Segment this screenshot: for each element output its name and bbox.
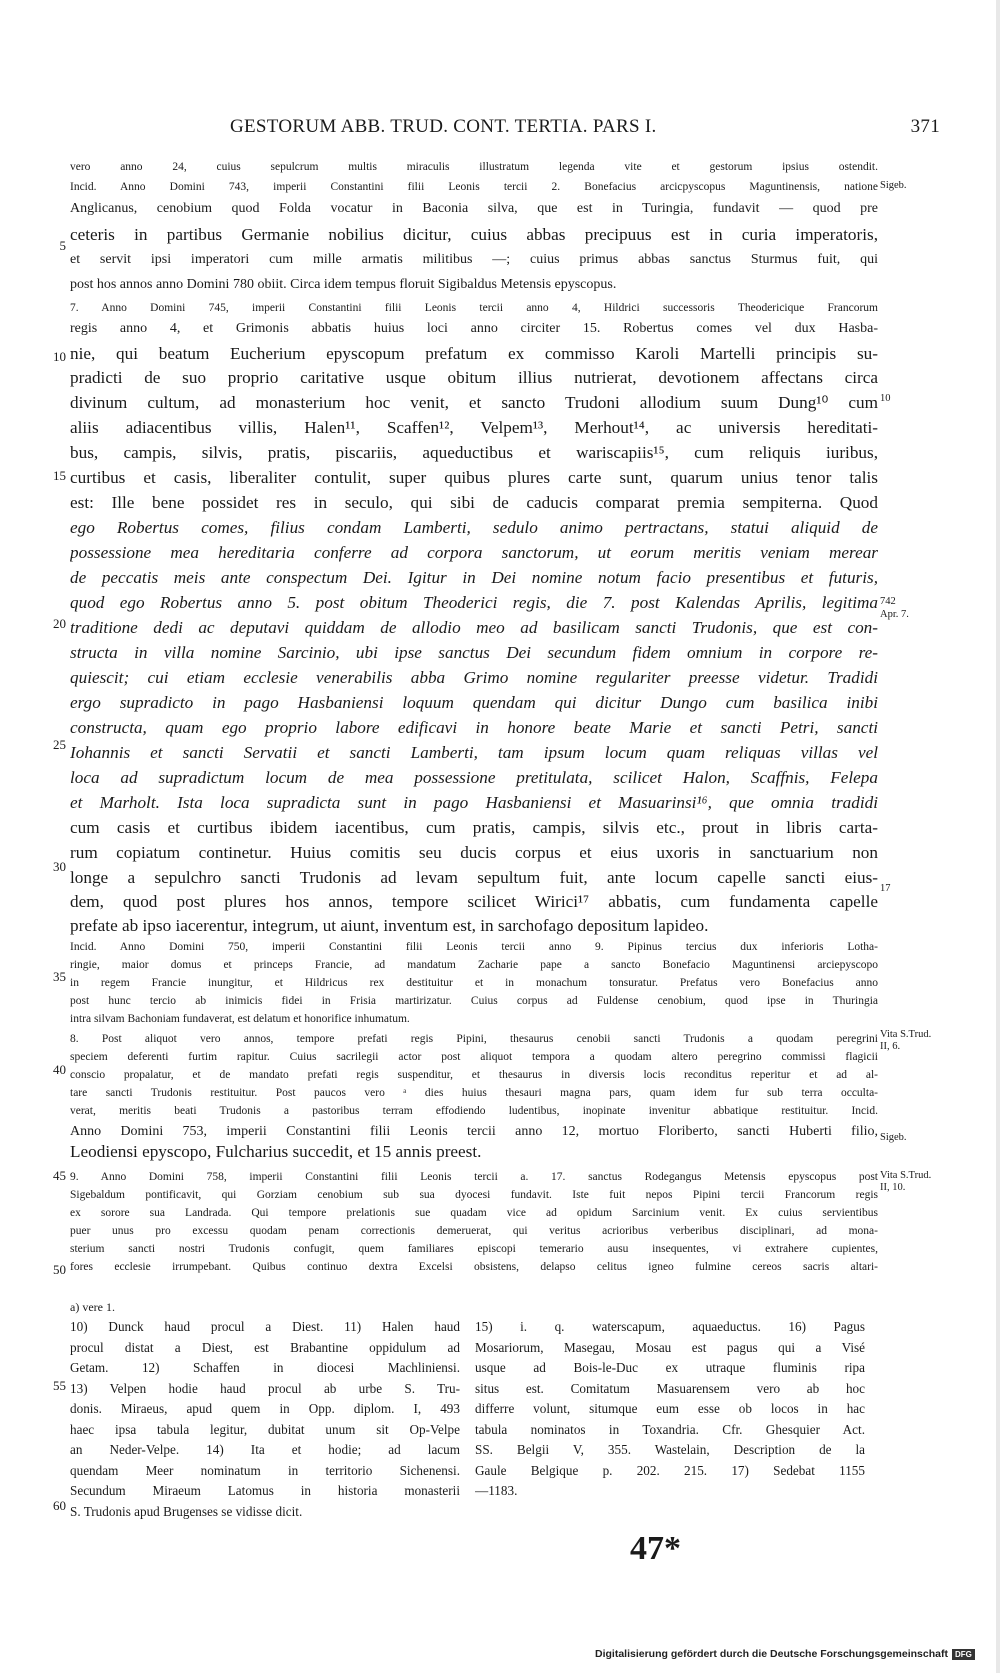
header-title: GESTORUM ABB. TRUD. CONT. TERTIA. PARS I. bbox=[230, 116, 657, 137]
text-line: curtibus et casis, liberaliter contulit, super quibus plures carte sunt, quarum unius tenor talis bbox=[70, 468, 878, 487]
footnote-line: S. Trudonis apud Brugenses se vidisse dicit. bbox=[70, 1503, 303, 1519]
text-line: ceteris in partibus Germanie nobilius dicitur, cuius abbas precipuus est in curia imperatoris, bbox=[70, 225, 878, 244]
margin-note: Sigeb. bbox=[880, 180, 907, 191]
text-line: Sigebaldum pontificavit, qui Gorziam cenobium sub sua dyocesi fundavit. Iste fuit nepos Pipini tercii Francorum regis bbox=[70, 1189, 878, 1201]
line-number: 45 bbox=[53, 1168, 66, 1183]
text-line: puer unus pro excessu quodam penam correctionis demeruerat, qui veritus acrioribus verberibus disciplinari, ad mona- bbox=[70, 1225, 878, 1237]
text-line: 7. Anno Domini 745, imperii Constantini filii Leonis tercii anno 4, Hildrici successoris Theodericique Francorum bbox=[70, 302, 878, 314]
text-line: speciem deferenti furtim rapitur. Cuius sacrilegii actor post aliquot tempora a quodam altero peregrino commissi flagicii bbox=[70, 1051, 878, 1063]
text-line: post hunc tercio ab inimicis fidei in Frisia martirizatur. Cuius corpus ad Fuldense cenobium, quod ipse in Thuringia bbox=[70, 995, 878, 1007]
footnote-line: differre volunt, situmque eum esse ob locos in hac bbox=[475, 1401, 865, 1416]
dfg-logo: DFG bbox=[952, 1649, 975, 1660]
footnote-line: SS. Belgii V, 355. Wastelain, Description de la bbox=[475, 1442, 865, 1457]
text-line: Iohannis et sancti Servatii et sancti Lamberti, tam ipsum locum quam reliquas villas vel bbox=[70, 743, 878, 762]
text-line: dem, quod post plures hos annos, tempore scilicet Wirici¹⁷ abbatis, cum fundamenta capelle bbox=[70, 892, 878, 911]
line-number: 40 bbox=[53, 1062, 66, 1077]
text-line: vero anno 24, cuius sepulcrum multis miraculis illustratum legenda vite et gestorum ipsius ostendit. bbox=[70, 161, 878, 173]
footnote-line: Getam. 12) Schaffen in diocesi Machliniensi. bbox=[70, 1360, 460, 1375]
margin-note: 742 bbox=[880, 596, 896, 607]
text-line: longe a sepulchro sancti Trudonis ad levam sepultum fuit, ante locum capelle sancti eius- bbox=[70, 868, 878, 887]
footnotes-right bbox=[475, 1317, 865, 1502]
text-line: ringie, maior domus et princeps Francie, ad mandatum Zacharie pape a sancto Bonefacio Maguntinensi arciepyscopo bbox=[70, 959, 878, 971]
margin-note: Sigeb. bbox=[880, 1132, 907, 1143]
footnote-line: —1183. bbox=[475, 1483, 518, 1498]
text-line: rum copiatum continetur. Huius comitis seu ducis corpus et eius uxoris in sanctuarium non bbox=[70, 843, 878, 862]
line-number: 25 bbox=[53, 737, 66, 752]
text-line: Anno Domini 753, imperii Constantini filii Leonis tercii anno 12, mortuo Floriberto, sancti Huberti filio, bbox=[70, 1124, 878, 1139]
footnote-line: Mosariorum, Masegau, Mosau est pagus qui a Visé bbox=[475, 1339, 865, 1355]
margin-note: 17 bbox=[880, 883, 891, 894]
footnote-line: Secundum Miraeum Latomus in historia monasterii bbox=[70, 1483, 460, 1498]
text-line: ex sorore sua Landrada. Qui tempore prelationis sue quadam vice ad opidum Sarcinium venit. Ex cuius servientibus bbox=[70, 1207, 878, 1219]
line-number: 35 bbox=[53, 969, 66, 984]
text-line: bus, campis, silvis, pratis, piscariis, aqueductibus et wariscapiis¹⁵, cum reliquis iuribus, bbox=[70, 443, 878, 462]
footnote-line: donis. Miraeus, apud quem in Opp. diplom. I, 493 bbox=[70, 1401, 460, 1416]
text-line: prefate ab ipso iacerentur, integrum, ut aiunt, inventum est, in sarchofago depositum lapideo. bbox=[70, 916, 709, 935]
text-line: cum casis et curtibus ibidem iacentibus, cum pratis, campis, silvis etc., prout in libris carta- bbox=[70, 818, 878, 837]
text-line: verat, meritis beati Trudonis a pastoribus terram effodiendo ludentibus, inopinate invenitur abbatique restituitur. Incid. bbox=[70, 1105, 878, 1117]
text-line: divinum cultum, ad monasterium hoc venit, et sancto Trudoni allodium suum Dung¹⁰ cum bbox=[70, 393, 878, 412]
line-number: 50 bbox=[53, 1262, 66, 1277]
text-line: regis anno 4, et Grimonis abbatis huius loci anno circiter 15. Robertus comes vel dux Hasba- bbox=[70, 321, 878, 336]
text-line: intra silvam Bachoniam fundaverat, est delatum et honorifice inhumatum. bbox=[70, 1013, 410, 1025]
text-line: pradicti de suo proprio caritative usque obitum illius nutrierat, devotionem affectans circa bbox=[70, 368, 878, 387]
scan-edge bbox=[996, 0, 1000, 1673]
footnote-a: a) vere 1. bbox=[70, 1300, 115, 1314]
footnote-line: haec ipsa tabula legitur, dubitat unum sit Op-Velpe bbox=[70, 1421, 460, 1437]
footnote-line: 10) Dunck haud procul a Diest. 11) Halen haud bbox=[70, 1319, 460, 1334]
main-text bbox=[70, 0, 878, 1300]
footnotes-left bbox=[70, 1317, 460, 1522]
text-line: traditione dedi ac deputavi quiddam de allodio meo ad basilicam sancti Trudonis, que est con- bbox=[70, 618, 878, 637]
text-line: Incid. Anno Domini 750, imperii Constantini filii Leonis tercii anno 9. Pipinus tercius dux inferioris Lotha- bbox=[70, 941, 878, 953]
text-line: fores ecclesie irrumpebant. Quibus continuo dextra Excelsi obsistens, delapso celitus igneo fulmine cereos sacris altari- bbox=[70, 1261, 878, 1273]
line-number: 10 bbox=[53, 349, 66, 364]
text-line: sterium sancti nostri Trudonis confugit, quem familiares episcopi temerario ausu insequentes, vi extrahere cupientes, bbox=[70, 1243, 878, 1255]
margin-note: Vita S.Trud. II, 10. bbox=[880, 1170, 932, 1193]
text-line: de peccatis meis ante conspectum Dei. Igitur in Dei nomine notum facio presentibus et futuris, bbox=[70, 568, 878, 587]
line-number: 20 bbox=[53, 616, 66, 631]
footnote-line: an Neder-Velpe. 14) Ita et hodie; ad lacum bbox=[70, 1442, 460, 1457]
footnote-line: Gaule Belgique p. 202. 215. 17) Sedebat 1155 bbox=[475, 1462, 865, 1478]
line-number: 55 bbox=[53, 1378, 66, 1393]
text-line: nie, qui beatum Eucherium epyscopum prefatum ex commisso Karoli Martelli principis su- bbox=[70, 344, 878, 363]
text-line: structa in villa nomine Sarcinio, ubi ipse sanctus Dei secundum fidem omnium in corpore re- bbox=[70, 643, 878, 662]
text-line: ergo supradicto in pago Hasbaniensi loquum quendam qui dicitur Dungo cum basilica inibi bbox=[70, 693, 878, 712]
text-line: Anglicanus, cenobium quod Folda vocatur in Baconia silva, que est in Turingia, fundavit — quod pre bbox=[70, 201, 878, 216]
text-line: constructa, quam ego proprio labore edificavi in honore beate Marie et sancti Petri, sancti bbox=[70, 718, 878, 737]
footnote-line: quendam Meer nominatum in territorio Sichenensi. bbox=[70, 1462, 460, 1478]
margin-note: 10 bbox=[880, 393, 891, 404]
line-number: 60 bbox=[53, 1498, 66, 1513]
text-line: et Marholt. Ista loca supradicta sunt in pago Hasbaniensi et Masuarinsi¹⁶, que omnia tradidi bbox=[70, 793, 878, 812]
text-line: Incid. Anno Domini 743, imperii Constantini filii Leonis tercii 2. Bonefacius arcicpyscopus Maguntinensis, natione bbox=[70, 181, 878, 193]
margin-note: Vita S.Trud. II, 6. bbox=[880, 1029, 932, 1052]
text-line: et servit ipsi imperatori cum mille armatis militibus —; cuius primus abbas sanctus Sturmus fuit, qui bbox=[70, 252, 878, 267]
signature-mark: 47* bbox=[630, 1530, 681, 1567]
text-line: est: Ille bene possidet res in seculo, qui sibi de caducis comparat premia sempiterna. Quod bbox=[70, 493, 878, 512]
page-number: 371 bbox=[910, 116, 940, 137]
text-line: possessione mea hereditaria conferre ad corpora sanctorum, ut eorum meritis veniam merear bbox=[70, 543, 878, 562]
text-line: ego Robertus comes, filius condam Lamberti, sedulo animo pertractans, statui aliquid de bbox=[70, 518, 878, 537]
text-line: quiescit; cui etiam ecclesie venerabilis abba Grimo nomine regulariter preesse videtur. Tradidi bbox=[70, 668, 878, 687]
footnote-line: usque ad Bois-le-Duc ex utraque fluminis ripa bbox=[475, 1360, 865, 1375]
text-line: loca ad supradictum locum de mea possessione pretitulata, scilicet Halon, Scaffnis, Felepa bbox=[70, 768, 878, 787]
text-line: Leodiensi epyscopo, Fulcharius succedit, et 15 annis preest. bbox=[70, 1142, 482, 1161]
footnote-line: situs est. Comitatum Masuarensem vero ab hoc bbox=[475, 1380, 865, 1396]
footnote-line: 13) Velpen hodie haud procul ab urbe S. Tru- bbox=[70, 1380, 460, 1396]
footnote-line: procul distat a Diest, est Brabantine oppidulum ad bbox=[70, 1339, 460, 1355]
digitization-credit bbox=[595, 1648, 975, 1660]
text-line: aliis adiacentibus villis, Halen¹¹, Scaffen¹², Velpem¹³, Merhout¹⁴, ac universis hereditati- bbox=[70, 418, 878, 437]
text-line: tare sancti Trudonis restituitur. Post paucos vero ᵃ dies huius thesauri magna pars, quam idem fur sub terra occulta- bbox=[70, 1087, 878, 1099]
text-line: conscio propalatur, et de mandato prefati regis suspenditur, et thesaurus in diversis locis reconditus reperitur et ad al- bbox=[70, 1069, 878, 1081]
text-line: in regem Francie inungitur, et Hildricus rex destituitur et in monachum tonsuratur. Prefatus vero Bonefacius anno bbox=[70, 977, 878, 989]
line-number: 15 bbox=[53, 468, 66, 483]
text-line: 8. Post aliquot vero annos, tempore prefati regis Pipini, thesaurus cenobii sancti Trudonis a quodam peregrini bbox=[70, 1033, 878, 1045]
margin-note: Apr. 7. bbox=[880, 609, 909, 620]
text-line: post hos annos anno Domini 780 obiit. Circa idem tempus floruit Sigibaldus Metensis epyscopus. bbox=[70, 277, 617, 292]
footnote-line: 15) i. q. waterscapum, aquaeductus. 16) Pagus bbox=[475, 1319, 865, 1334]
line-number: 5 bbox=[59, 238, 66, 253]
credit-text: Digitalisierung gefördert durch die Deutsche Forschungsgemeinschaft bbox=[595, 1648, 948, 1660]
text-line: 9. Anno Domini 758, imperii Constantini filii Leonis tercii a. 17. sanctus Rodegangus Metensis epyscopus post bbox=[70, 1171, 878, 1183]
line-number: 30 bbox=[53, 859, 66, 874]
text-line: quod ego Robertus anno 5. post obitum Theoderici regis, die 7. post Kalendas Aprilis, legitima bbox=[70, 593, 878, 612]
footnote-line: tabula nominatos in Toxandria. Cfr. Ghesquier Act. bbox=[475, 1421, 865, 1437]
